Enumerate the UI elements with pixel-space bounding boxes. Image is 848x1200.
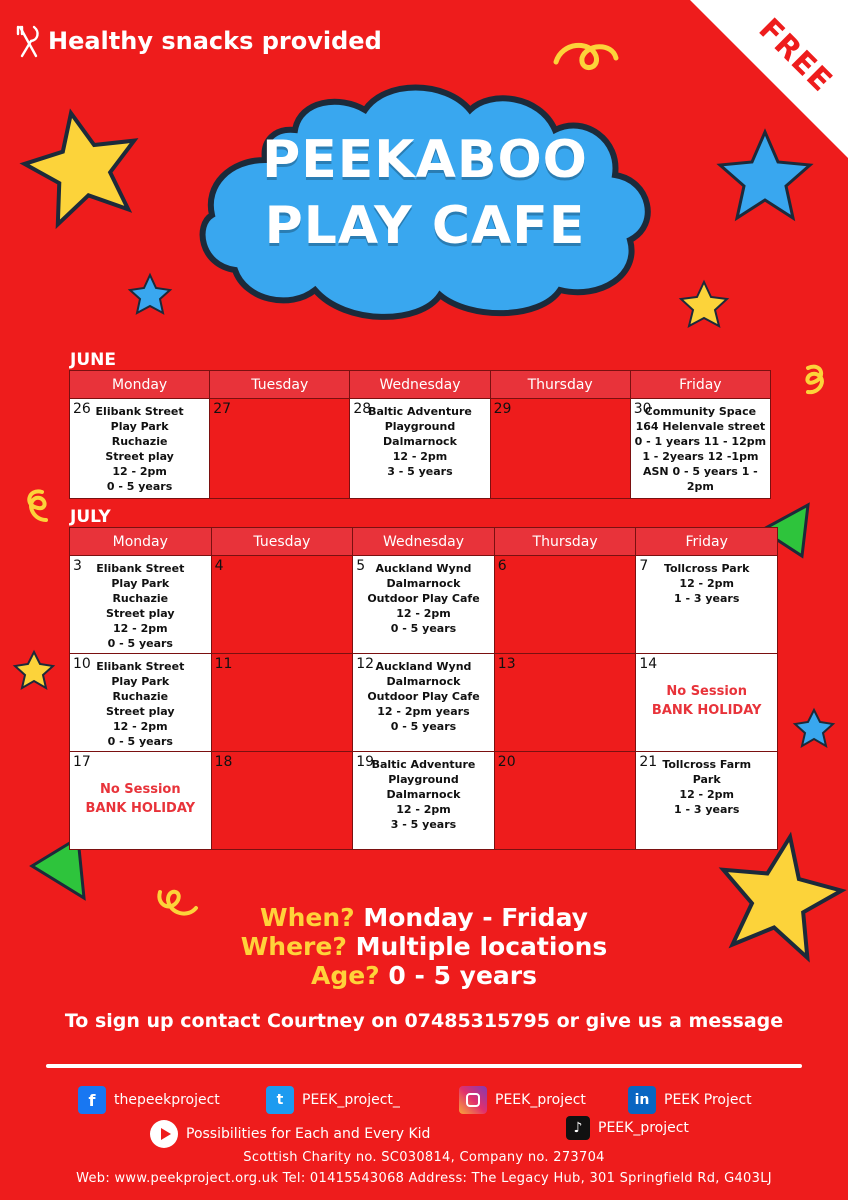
weekday-header: Monday xyxy=(70,528,212,556)
session-details: Baltic Adventure Playground Dalmarnock 12 - 2pm 3 - 5 years xyxy=(371,758,476,831)
weekday-header: Thursday xyxy=(490,371,630,399)
cutlery-icon xyxy=(16,24,42,58)
tiktok-handle: PEEK_project xyxy=(598,1120,689,1136)
july-calendar xyxy=(69,527,778,850)
age-answer: 0 - 5 years xyxy=(388,961,538,990)
calendar-day-cell xyxy=(70,752,212,850)
session-details: Elibank Street Play Park Ruchazie Street play 12 - 2pm 0 - 5 years xyxy=(96,562,185,650)
calendar-week-row xyxy=(70,752,778,850)
calendar-day-cell xyxy=(630,399,770,499)
session-details: Baltic Adventure Playground Dalmarnock 12 - 2pm 3 - 5 years xyxy=(368,405,472,478)
day-number: 17 xyxy=(73,754,91,770)
age-question: Age? xyxy=(310,961,380,990)
no-session-notice: No Session BANK HOLIDAY xyxy=(651,684,762,718)
june-label: JUNE xyxy=(70,350,116,370)
day-number: 7 xyxy=(639,558,649,574)
weekday-header-row xyxy=(70,371,771,399)
calendar-day-cell xyxy=(211,556,353,654)
calendar-day-cell xyxy=(211,654,353,752)
weekday-header: Monday xyxy=(70,371,210,399)
session-details: Tollcross Farm Park 12 - 2pm 1 - 3 years xyxy=(662,758,752,816)
july-label: JULY xyxy=(70,507,111,527)
june-calendar xyxy=(69,370,771,499)
weekday-header: Tuesday xyxy=(211,528,353,556)
day-number: 21 xyxy=(639,754,658,770)
calendar-day-cell xyxy=(70,654,212,752)
weekday-header: Friday xyxy=(630,371,770,399)
calendar-day-cell xyxy=(211,752,353,850)
calendar-day-cell xyxy=(490,399,630,499)
twitter-icon: t xyxy=(266,1086,294,1114)
calendar-day-cell xyxy=(494,752,636,850)
tiktok-icon: ♪ xyxy=(566,1116,590,1140)
info-when xyxy=(0,903,848,932)
session-details: Auckland Wynd Dalmarnock Outdoor Play Cafe 12 - 2pm 0 - 5 years xyxy=(367,562,480,635)
day-number: 30 xyxy=(633,401,652,417)
calendar-day-cell xyxy=(350,399,490,499)
day-number: 27 xyxy=(213,401,232,417)
snacks-text: Healthy snacks provided xyxy=(48,27,382,55)
calendar-day-cell xyxy=(353,654,495,752)
session-details: Tollcross Park 12 - 2pm 1 - 3 years xyxy=(663,562,750,605)
weekday-header: Wednesday xyxy=(353,528,495,556)
day-number: 4 xyxy=(214,558,224,574)
info-where xyxy=(0,932,848,961)
calendar-day-cell xyxy=(70,399,210,499)
star-yellow-large-left xyxy=(16,102,148,229)
day-number: 14 xyxy=(639,656,658,672)
social-twitter[interactable] xyxy=(266,1086,400,1114)
weekday-header: Wednesday xyxy=(350,371,490,399)
snacks-banner xyxy=(16,24,382,58)
when-question: When? xyxy=(260,903,355,932)
day-number: 28 xyxy=(353,401,372,417)
weekday-header: Thursday xyxy=(494,528,636,556)
calendar-day-cell xyxy=(636,752,778,850)
free-badge: FREE xyxy=(752,11,840,100)
calendar-day-cell xyxy=(70,556,212,654)
twitter-handle: PEEK_project_ xyxy=(302,1092,400,1108)
day-number: 12 xyxy=(356,656,375,672)
instagram-icon xyxy=(459,1086,487,1114)
info-block xyxy=(0,903,848,990)
linkedin-handle: PEEK Project xyxy=(664,1092,752,1108)
facebook-handle: thepeekproject xyxy=(114,1092,220,1108)
social-youtube[interactable] xyxy=(150,1120,430,1148)
weekday-header: Tuesday xyxy=(210,371,350,399)
when-answer: Monday - Friday xyxy=(363,903,588,932)
star-yellow-small-right xyxy=(681,282,727,326)
social-tiktok[interactable] xyxy=(566,1116,689,1140)
calendar-week-row xyxy=(70,399,771,499)
day-number: 5 xyxy=(356,558,366,574)
youtube-channel: Possibilities for Each and Every Kid xyxy=(186,1126,431,1142)
day-number: 29 xyxy=(493,401,512,417)
where-question: Where? xyxy=(240,932,347,961)
facebook-icon: f xyxy=(78,1086,106,1114)
day-number: 10 xyxy=(73,656,91,672)
day-number: 6 xyxy=(497,558,507,574)
day-number: 26 xyxy=(73,401,91,417)
day-number: 11 xyxy=(214,656,233,672)
calendar-day-cell xyxy=(636,654,778,752)
day-number: 18 xyxy=(214,754,233,770)
calendar-week-row xyxy=(70,556,778,654)
title-line-1: PEEKABOO xyxy=(262,130,588,190)
signup-text: To sign up contact Courtney on 07485315795 or give us a message xyxy=(64,1010,784,1032)
calendar-day-cell xyxy=(210,399,350,499)
calendar-day-cell xyxy=(636,556,778,654)
social-linkedin[interactable] xyxy=(628,1086,752,1114)
divider xyxy=(46,1064,802,1068)
info-age xyxy=(0,961,848,990)
calendar-day-cell xyxy=(353,752,495,850)
session-details: Community Space 164 Helenvale street 0 - 1 years 11 - 12pm 1 - 2years 12 -1pm ASN 0 - 5 years 1 - 2pm xyxy=(634,405,767,493)
day-number: 19 xyxy=(356,754,375,770)
social-facebook[interactable] xyxy=(78,1086,220,1114)
calendar-day-cell xyxy=(494,654,636,752)
contact-info: Web: www.peekproject.org.uk Tel: 01415543068 Address: The Legacy Hub, 301 Springfield Rd, G403LJ xyxy=(76,1171,772,1186)
where-answer: Multiple locations xyxy=(355,932,608,961)
session-details: Elibank Street Play Park Ruchazie Street play 12 - 2pm 0 - 5 years xyxy=(96,660,185,748)
charity-info: Scottish Charity no. SC030814, Company no. 273704 xyxy=(243,1150,605,1165)
social-instagram[interactable] xyxy=(459,1086,586,1114)
calendar-day-cell xyxy=(494,556,636,654)
calendar-day-cell xyxy=(353,556,495,654)
star-blue-right xyxy=(720,132,810,218)
linkedin-icon: in xyxy=(628,1086,656,1114)
day-number: 20 xyxy=(497,754,516,770)
no-session-notice: No Session BANK HOLIDAY xyxy=(85,782,196,816)
day-number: 13 xyxy=(497,656,516,672)
instagram-handle: PEEK_project xyxy=(495,1092,586,1108)
session-details: Auckland Wynd Dalmarnock Outdoor Play Cafe 12 - 2pm years 0 - 5 years xyxy=(367,660,480,733)
title-line-2: PLAY CAFE xyxy=(264,196,586,256)
star-blue-small xyxy=(130,275,170,313)
squiggle-right xyxy=(807,367,822,393)
session-details: Elibank Street Play Park Ruchazie Street play 12 - 2pm 0 - 5 years xyxy=(95,405,184,493)
squiggle-left xyxy=(29,491,46,520)
weekday-header: Friday xyxy=(636,528,778,556)
day-number: 3 xyxy=(73,558,82,574)
youtube-icon xyxy=(150,1120,178,1148)
weekday-header-row xyxy=(70,528,778,556)
squiggle-top xyxy=(556,45,616,67)
star-blue-small-right xyxy=(795,710,833,746)
calendar-week-row xyxy=(70,654,778,752)
title-block xyxy=(205,72,645,322)
star-yellow-small-left xyxy=(15,652,53,688)
